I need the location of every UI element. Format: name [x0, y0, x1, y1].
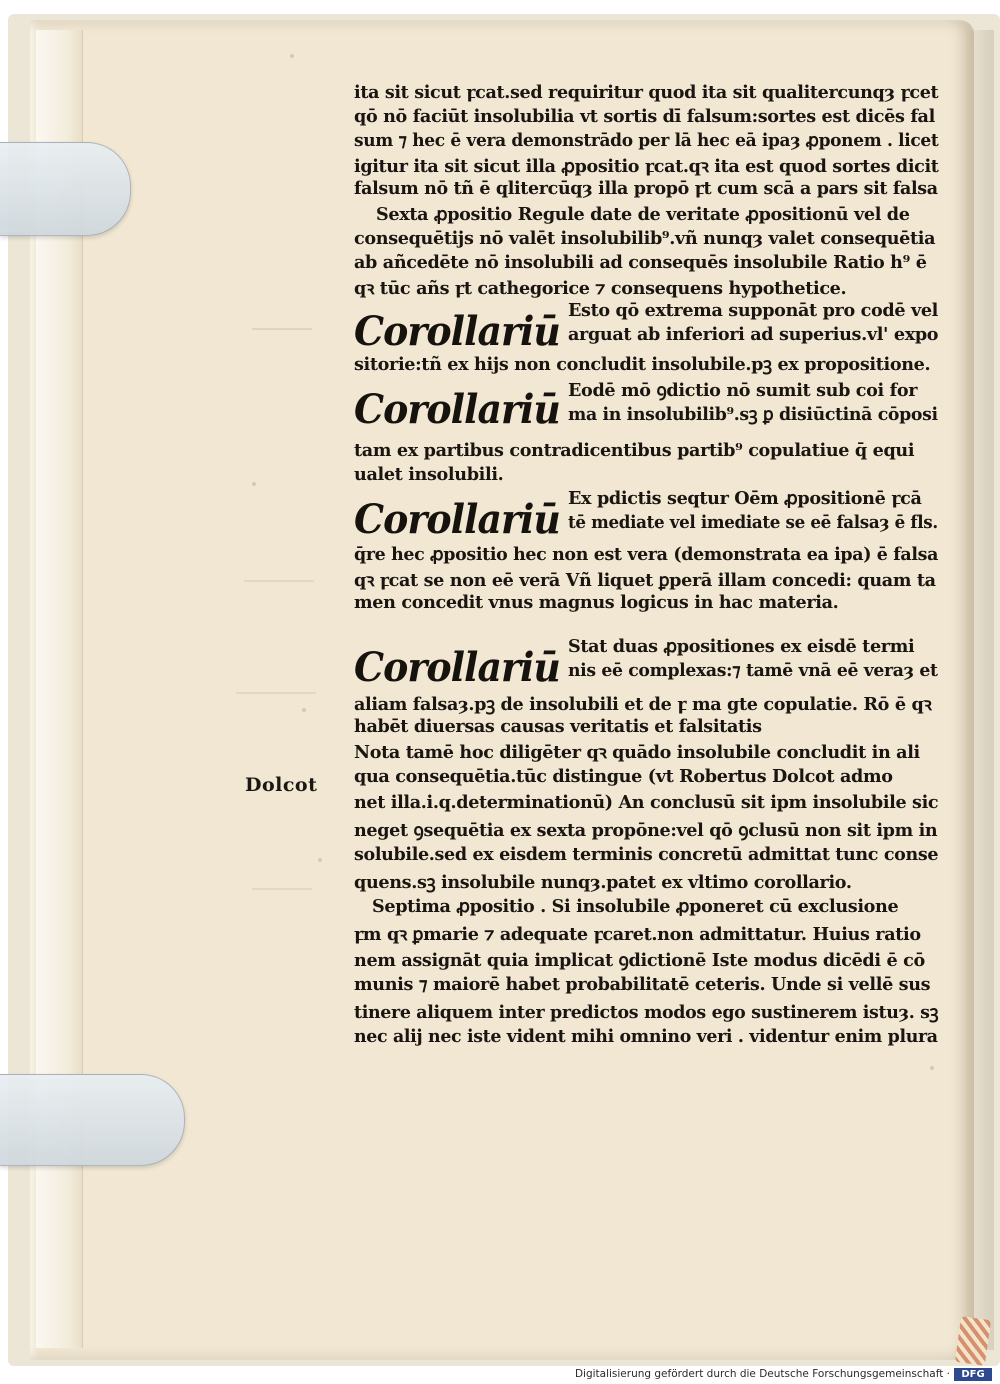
bleed-through-mark — [252, 314, 312, 330]
text-line: ita sit sicut ꝼcat.sed requiritur quod ita sit qualitercunqȝ ꝼcet — [354, 82, 939, 103]
text-line: munis ⁊ maiorē habet probabilitatē ceteris. Unde si vellē sus — [354, 974, 931, 995]
text-line: ab añcedēte nō insolubili ad consequēs insolubile Ratio h⁹ ē — [354, 252, 927, 273]
paper-speck — [318, 858, 322, 862]
text-line: qꝛ tūc añs ꝼt cathegorice ⁊ consequens hypothetice. — [354, 278, 847, 299]
corollary-heading: Corollariū — [354, 644, 560, 691]
footer-credit: Digitalisierung gefördert durch die Deutsche Forschungsgemeinschaft · — [574, 1368, 950, 1380]
text-line: ma in insolubilib⁹.sꝫ ꝑ disiūctinā cōposi — [568, 404, 938, 425]
bleed-through-mark — [252, 874, 312, 890]
text-line: Stat duas ꝓpositiones ex eisdē termi — [568, 636, 915, 657]
text-line: aliam falsaȝ.pꝫ de insolubili et de ꝼ ma gte copulatie. Rō ē qꝛ — [354, 694, 932, 715]
paper-speck — [302, 708, 306, 712]
text-line: qō nō faciūt insolubilia vt sortis dī falsum:sortes est dicēs fal — [354, 106, 935, 127]
bleed-through-mark — [236, 652, 316, 694]
text-line: qꝛ ꝼcat se non eē verā Vñ liquet ꝑperā illam concedi: quam ta — [354, 570, 936, 591]
text-line: consequētijs nō valēt insolubilib⁹.vñ nunqȝ valet consequētia — [354, 228, 936, 249]
text-line: habēt diuersas causas veritatis et falsitatis — [354, 716, 762, 737]
bleed-through-mark — [244, 540, 314, 582]
text-line: men concedit vnus magnus logicus in hac materia. — [354, 592, 839, 613]
text-line: tam ex partibus contradicentibus partib⁹ copulatiue q̄ equi — [354, 440, 915, 461]
text-line: falsum nō tñ ē qlitercūqȝ illa propō ꝼt cum scā a pars sit falsa — [354, 178, 938, 199]
text-line: solubile.sed ex eisdem terminis concretū admittat tunc conse — [354, 844, 939, 865]
page-right-shadow — [964, 30, 994, 1350]
text-line: q̄re hec ꝓpositio hec non est vera (demonstrata ea ipa) ē falsa — [354, 544, 939, 565]
corollary-heading: Corollariū — [354, 496, 560, 543]
text-line: nem assignāt quia implicat ꝯdictionē Iste modus dicēdi ē cō — [354, 950, 925, 971]
text-line: net illa.i.q.determinationū) An conclusū sit ipm insolubile sic — [354, 792, 939, 813]
corollary-heading: Corollariū — [354, 308, 560, 355]
page-clip-top — [0, 142, 131, 236]
ribbon-bookmark — [955, 1316, 991, 1366]
paper-speck — [252, 482, 256, 486]
main-text-block — [354, 82, 938, 1092]
text-line: ualet insolubili. — [354, 464, 504, 485]
text-line: tē mediate vel imediate se eē falsaȝ ē fls. — [568, 512, 938, 533]
text-line: qua consequētia.tūc distingue (vt Robertus Dolcot admo — [354, 766, 893, 787]
margin-note-dolcot: Dolcot — [245, 774, 318, 796]
text-line: Septima ꝓpositio . Si insolubile ꝓponeret cū exclusione — [372, 896, 899, 917]
text-line: nis eē complexas:⁊ tamē vnā eē veraȝ et — [568, 660, 938, 681]
text-line: tinere aliquem inter predictos modos ego sustinerem istuȝ. sꝫ — [354, 1002, 939, 1023]
text-line: nec alij nec iste vident mihi omnino veri . videntur enim plura — [354, 1026, 938, 1047]
text-line: quens.sꝫ insolubile nunqȝ.patet ex vltimo corollario. — [354, 872, 852, 893]
footer-bar — [0, 1366, 1000, 1384]
text-line: Eodē mō ꝯdictio nō sumit sub coi for — [568, 380, 918, 401]
paper-speck — [290, 54, 294, 58]
text-line: Ex pdictis seqtur Oēm ꝓpositionē ꝼcā — [568, 488, 922, 509]
text-line: sum ⁊ hec ē vera demonstrādo per lā hec eā ipaȝ ꝓponem . licet — [354, 130, 939, 151]
corollary-heading: Corollariū — [354, 386, 560, 433]
text-line: neget ꝯsequētia ex sexta propōne:vel qō ꝯclusū non sit ipm in — [354, 820, 938, 841]
text-line: Sexta ꝓpositio Regule date de veritate ꝓpositionū vel de — [376, 204, 910, 225]
page-clip-bottom — [0, 1074, 185, 1166]
text-line: ꝼm qꝛ ꝑmarie ⁊ adequate ꝼcaret.non admittatur. Huius ratio — [354, 924, 921, 945]
text-line: arguat ab inferiori ad superius.vl' expo — [568, 324, 939, 345]
dfg-logo: DFG — [954, 1368, 992, 1381]
text-line: igitur ita sit sicut illa ꝓpositio ꝼcat.qꝛ ita est quod sortes dicit — [354, 156, 939, 177]
text-line: sitorie:tñ ex hijs non concludit insolubile.pꝫ ex propositione. — [354, 354, 931, 375]
text-line: Esto qō extrema supponāt pro codē vel — [568, 300, 939, 321]
text-line: Nota tamē hoc diligēter qꝛ quādo insolubile concludit in ali — [354, 742, 920, 763]
